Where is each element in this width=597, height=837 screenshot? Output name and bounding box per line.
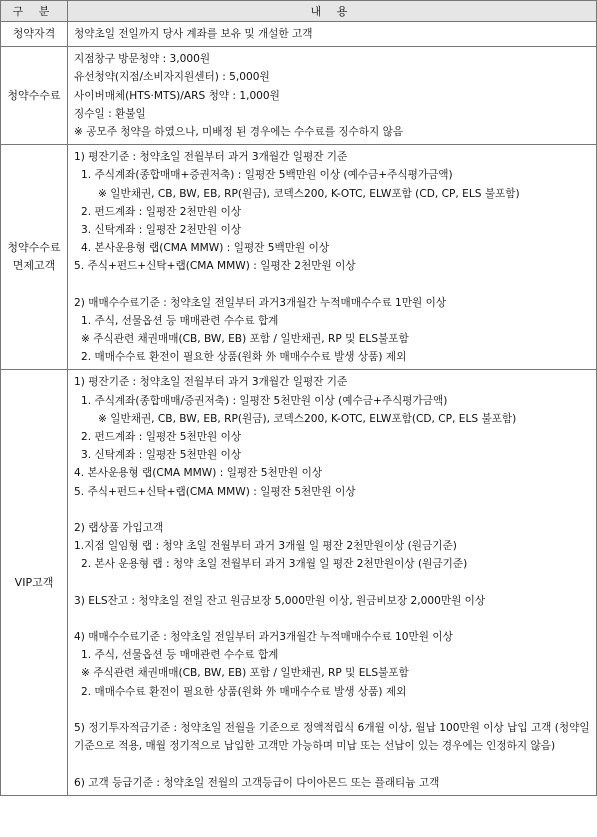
content-line: ※ 일반채권, CB, BW, EB, RP(원금), 코덱스200, K-OTC, ELW포함 (CD, CP, ELS 불포함) (98, 187, 520, 200)
category-label: VIP고객 (14, 575, 54, 589)
header-content: 내 용 (68, 1, 597, 22)
table-row (1, 22, 597, 47)
content-line: 2. 매매수수료 환전이 필요한 상품(원화 外 매매수수료 발생 상품) 제외 (81, 685, 407, 698)
content-line: 2. 매매수수료 환전이 필요한 상품(원화 外 매매수수료 발생 상품) 제외 (81, 351, 407, 364)
content-line: 지점창구 방문청약 : 3,000원 (74, 53, 211, 66)
content-line: 1) 평잔기준 : 청약초일 전월부터 과거 3개월간 일평잔 기준 (74, 376, 348, 389)
row-category (1, 47, 68, 145)
content-line: ※ 일반채권, CB, BW, EB, RP(원금), 코덱스200, K-OTC, ELW포함(CD, CP, ELS 불포함) (98, 412, 517, 425)
content-line: ※ 공모주 청약을 하였으나, 미배정 된 경우에는 수수료를 징수하지 않음 (74, 125, 404, 138)
table-row (1, 370, 597, 795)
content-line: 1. 주식계좌(종합매매+증권저축) : 일평잔 5백만원 이상 (예수금+주식평가금액) (81, 169, 453, 182)
content-line: 6) 고객 등급기준 : 청약초일 전월의 고객등급이 다이아몬드 또는 플래티늄 고객 (74, 776, 440, 789)
content-line: 1) 평잔기준 : 청약초일 전월부터 과거 3개월간 일평잔 기준 (74, 151, 348, 164)
row-content (68, 47, 597, 145)
table-body (1, 22, 597, 796)
content-line: 5. 주식+펀드+신탁+랩(CMA MMW) : 일평잔 2천만원 이상 (74, 260, 356, 273)
row-category (1, 22, 68, 47)
content-line: ※ 주식관련 채권매매(CB, BW, EB) 포함 / 일반채권, RP 및 ELS불포함 (81, 667, 409, 680)
table-row (1, 145, 597, 370)
content-line: 2. 펀드계좌 : 일평잔 2천만원 이상 (81, 205, 242, 218)
header-category: 구 분 (1, 1, 68, 22)
content-line: 유선청약(지점/소비자지원센터) : 5,000원 (74, 71, 270, 84)
content-line: 3) ELS잔고 : 청약초일 전일 잔고 원금보장 5,000만원 이상, 원금비보장 2,000만원 이상 (74, 594, 486, 607)
content-line: 청약초일 전일까지 당사 계좌를 보유 및 개설한 고객 (74, 28, 313, 40)
row-category (1, 370, 68, 795)
content-line: 5) 정기투자적금기준 : 청약초일 전월을 기준으로 정액적립식 6개월 이상, 월납 100만원 이상 납입 고객 (청약일 기준으로 적용, 매월 정기적으로 납입한 고객만 가능하며 미납 또는 선납이 있는 경우에는 인정하지 않음) (74, 721, 590, 753)
blank-line (74, 610, 596, 628)
content-line: ※ 주식관련 채권매매(CB, BW, EB) 포함 / 일반채권, RP 및 ELS불포함 (81, 333, 409, 345)
content-line: 사이버매체(HTS·MTS)/ARS 청약 : 1,000원 (74, 89, 280, 102)
content-line: 4) 매매수수료기준 : 청약초일 전일부터 과거3개월간 누적매매수수료 10만원 이상 (74, 631, 453, 643)
content-line: 3. 신탁계좌 : 일평잔 2천만원 이상 (81, 223, 242, 236)
blank-line (74, 501, 596, 519)
content-line: 2. 본사 운용형 랩 : 청약 초일 전월부터 과거 3개월 일 평잔 2천만원이상 (원금기준) (81, 558, 468, 571)
content-line: 2) 매매수수료기준 : 청약초일 전일부터 과거3개월간 누적매매수수료 1만원 이상 (74, 296, 447, 309)
category-label: 면제고객 (12, 259, 56, 273)
blank-line (74, 755, 596, 773)
content-line: 1. 주식, 선물옵션 등 매매관련 수수료 합계 (81, 649, 279, 662)
blank-line (74, 573, 596, 591)
content-line: 1. 주식계좌(종합매매/증권저축) : 일평잔 5천만원 이상 (예수금+주식평가금액) (81, 394, 448, 407)
content-line: 4. 본사운용형 랩(CMA MMW) : 일평잔 5천만원 이상 (74, 467, 323, 480)
row-content (68, 145, 597, 370)
content-line: 1. 주식, 선물옵션 등 매매관련 수수료 합계 (81, 314, 279, 327)
content-line: 2) 랩상품 가입고객 (74, 521, 164, 534)
blank-line (74, 275, 596, 293)
content-line: 1.지점 일임형 랩 : 청약 초일 전월부터 과거 3개월 일 평잔 2천만원이상 (원금기준) (74, 540, 457, 553)
content-line: 징수일 : 환불일 (74, 107, 146, 120)
content-line: 5. 주식+펀드+신탁+랩(CMA MMW) : 일평잔 5천만원 이상 (74, 485, 356, 498)
content-line: 4. 본사운용형 랩(CMA MMW) : 일평잔 5백만원 이상 (81, 242, 330, 255)
category-label: 청약자격 (12, 27, 56, 41)
blank-line (74, 701, 596, 719)
row-content (68, 370, 597, 795)
table-row (1, 47, 597, 145)
row-category (1, 145, 68, 370)
category-label: 청약수수료 (7, 241, 61, 255)
table-header-row (1, 1, 597, 22)
content-line: 3. 신탁계좌 : 일평잔 5천만원 이상 (81, 449, 242, 462)
row-content (68, 22, 597, 47)
content-line: 2. 펀드계좌 : 일평잔 5천만원 이상 (81, 430, 242, 443)
category-label: 청약수수료 (7, 88, 61, 102)
